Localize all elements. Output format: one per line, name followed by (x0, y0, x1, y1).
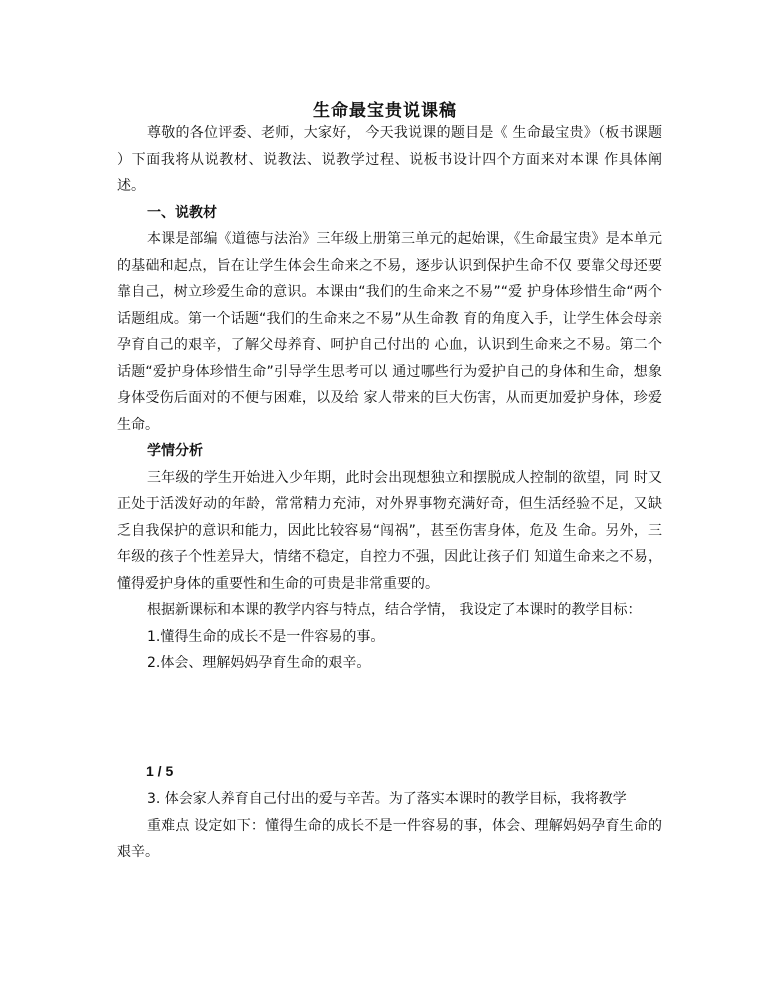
body-text-bottom (117, 786, 662, 866)
goals-intro-paragraph: 根据新课标和本课的教学内容与特点，结合学情， 我设定了本课时的教学目标： (147, 602, 642, 618)
body-text-top (117, 120, 662, 677)
intro-paragraph: 尊敬的各位评委、老师，大家好， 今天我说课的题目是《 生命最宝贵》（板书课题 ）下面我将从说教材、说教法、说教学过程、说板书设计四个方面来对本课 作具体阐述。 (117, 125, 662, 194)
goal-item-3: 3. 体会家人养育自己付出的爱与辛苦。为了落实本课时的教学目标，我将教学 (147, 791, 627, 807)
difficulty-paragraph: 重难点 设定如下：懂得生命的成长不是一件容易的事，体会、理解妈妈孕育生命的艰辛。 (117, 817, 662, 860)
student-analysis-paragraph: 三年级的学生开始进入少年期，此时会出现想独立和摆脱成人控制的欲望，同 时又正处于活泼好动的年龄，常常精力充沛，对外界事物充满好奇，但生活经验不足，又缺乏自我保护的意识和能力，因此比较容易“闯祸”，甚至伤害身体，危及 生命。另外，三年级的孩子个性差异大，情绪不稳定，自控力不强，因此让孩子们 知道生命来之不易，懂得爱护身体的重要性和生命的可贵是非常重要的。 (117, 469, 662, 592)
teaching-material-paragraph: 本课是部编《道德与法治》三年级上册第三单元的起始课，《生命最宝贵》是本单元的基础和起点，旨在让学生体会生命来之不易，逐步认识到保护生命不仅 要靠父母还要靠自己，树立珍爱生命的意识。本课由“我们的生命来之不易”“爱 护身体珍惜生命“两个话题组成。第一个话题“我们的生命来之不易”从生命教 育的角度入手，让学生体会母亲孕育自己的艰辛，了解父母养育、呵护自己付出的 心血，认识到生命来之不易。第二个话题“爱护身体珍惜生命”引导学生思考可以 通过哪些行为爱护自己的身体和生命，想象身体受伤后面对的不便与困难，以及给 家人带来的巨大伤害，从而更加爱护身体，珍爱生命。 (117, 231, 662, 433)
section-heading-teaching-material: 一、说教材 (147, 204, 217, 221)
goal-item-2: 2.体会、理解妈妈孕育生命的艰辛。 (147, 655, 371, 671)
document-title: 生命最宝贵说课稿 (313, 101, 457, 121)
goal-item-1: 1.懂得生命的成长不是一件容易的事。 (147, 628, 385, 645)
page-number: 1 / 5 (146, 763, 174, 779)
section-heading-student-analysis: 学情分析 (147, 443, 203, 459)
